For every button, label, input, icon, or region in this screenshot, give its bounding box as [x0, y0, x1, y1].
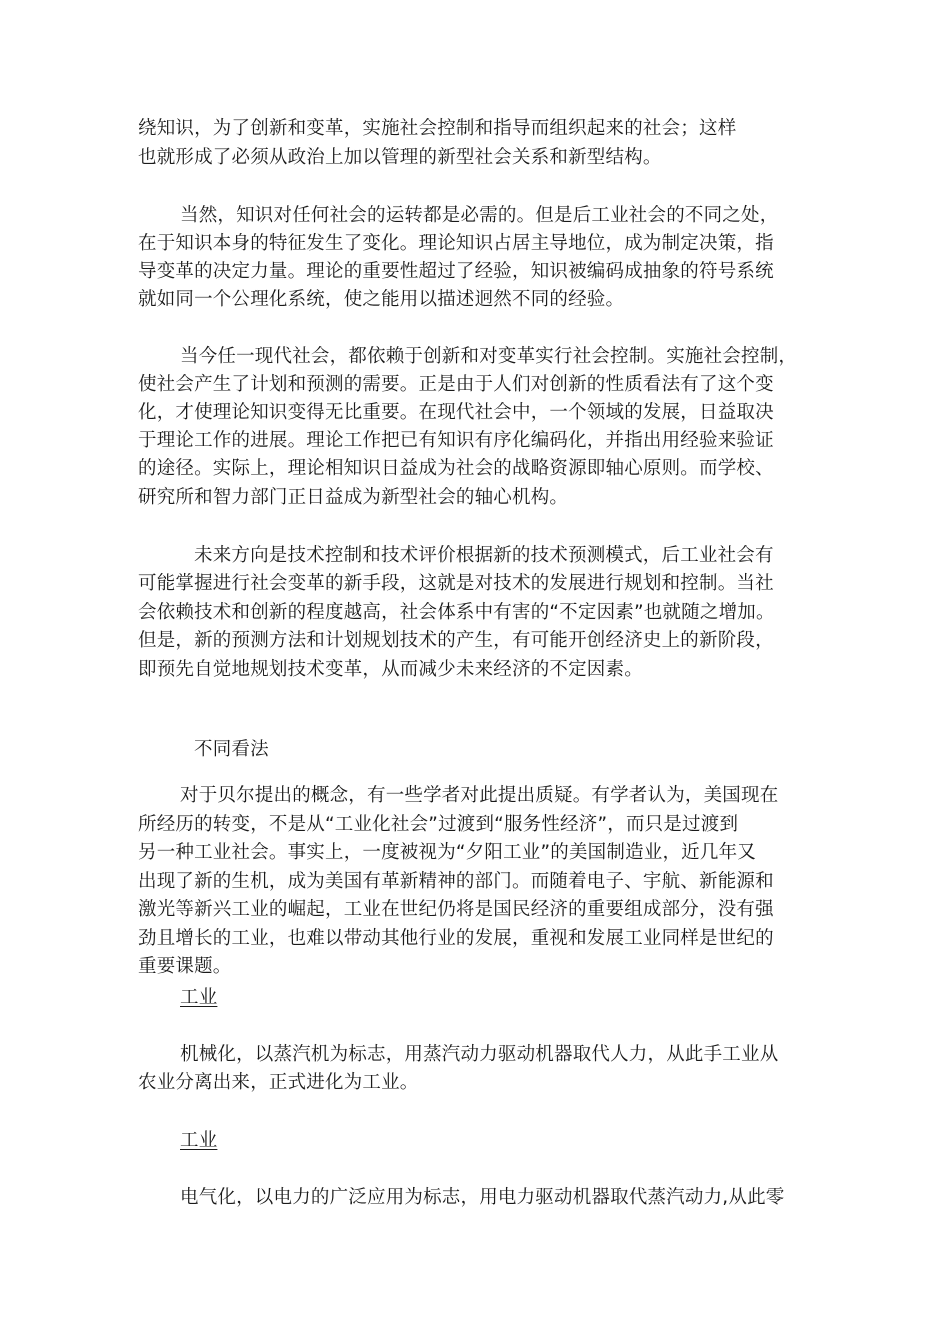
- text-line: 研究所和智力部门正日益成为新型社会的轴心机构。: [138, 487, 569, 508]
- text-line: 化，才使理论知识变得无比重要。在现代社会中，一个领域的发展，日益取决: [138, 402, 774, 423]
- text-line: 导变革的决定力量。理论的重要性超过了经验，知识被编码成抽象的符号系统: [138, 261, 774, 282]
- text-line: 另一种工业社会。事实上，一度被视为“夕阳工业”的美国制造业，近几年又: [138, 842, 756, 863]
- text-line: 出现了新的生机，成为美国有革新精神的部门。而随着电子、宇航、新能源和: [138, 871, 774, 892]
- text-line: 即预先自觉地规划技术变革，从而减少未来经济的不定因素。: [138, 659, 643, 680]
- industry-link[interactable]: 工业: [180, 1130, 218, 1151]
- text-line: 对于贝尔提出的概念，有一些学者对此提出质疑。有学者认为，美国现在: [180, 785, 779, 806]
- text-line: 未来方向是技术控制和技术评价根据新的技术预测模式，后工业社会有: [194, 545, 774, 566]
- text-line: 机械化，以蒸汽机为标志，用蒸汽动力驱动机器取代人力，从此手工业从: [180, 1044, 779, 1065]
- industry-link[interactable]: 工业: [180, 987, 218, 1008]
- text-line: 使社会产生了计划和预测的需要。正是由于人们对创新的性质看法有了这个变: [138, 374, 774, 395]
- text-line: 会依赖技术和创新的程度越高，社会体系中有害的“不定因素”也就随之增加。: [138, 602, 775, 623]
- text-line: 绕知识，为了创新和变革，实施社会控制和指导而组织起来的社会；这样: [138, 118, 737, 139]
- text-line: 所经历的转变，不是从“工业化社会”过渡到“服务性经济”，而只是过渡到: [138, 814, 739, 835]
- text-line: 可能掌握进行社会变革的新手段，这就是对技术的发展进行规划和控制。当社: [138, 573, 774, 594]
- text-line: 电气化，以电力的广泛应用为标志，用电力驱动机器取代蒸汽动力,从此零: [180, 1187, 785, 1208]
- text-line: 于理论工作的进展。理论工作把已有知识有序化编码化，并指出用经验来验证: [138, 430, 774, 451]
- text-line: 当然，知识对任何社会的运转都是必需的。但是后工业社会的不同之处，: [180, 205, 779, 226]
- text-line: 也就形成了必须从政治上加以管理的新型社会关系和新型结构。: [138, 147, 662, 168]
- text-line: 劲且增长的工业，也难以带动其他行业的发展，重视和发展工业同样是世纪的: [138, 928, 774, 949]
- text-line: 但是，新的预测方法和计划规划技术的产生，有可能开创经济史上的新阶段，: [138, 630, 774, 651]
- text-line: 的途径。实际上，理论相知识日益成为社会的战略资源即轴心原则。而学校、: [138, 458, 774, 479]
- text-line: 就如同一个公理化系统，使之能用以描述迥然不同的经验。: [138, 289, 625, 310]
- text-line: 重要课题。: [138, 956, 232, 977]
- text-line: 激光等新兴工业的崛起，工业在世纪仍将是国民经济的重要组成部分，没有强: [138, 899, 774, 920]
- text-line: 在于知识本身的特征发生了变化。理论知识占居主导地位，成为制定决策，指: [138, 233, 774, 254]
- section-heading: 不同看法: [194, 739, 269, 760]
- text-line: 当今任一现代社会，都依赖于创新和对变革实行社会控制。实施社会控制，: [180, 346, 798, 367]
- text-line: 农业分离出来，正式进化为工业。: [138, 1072, 419, 1093]
